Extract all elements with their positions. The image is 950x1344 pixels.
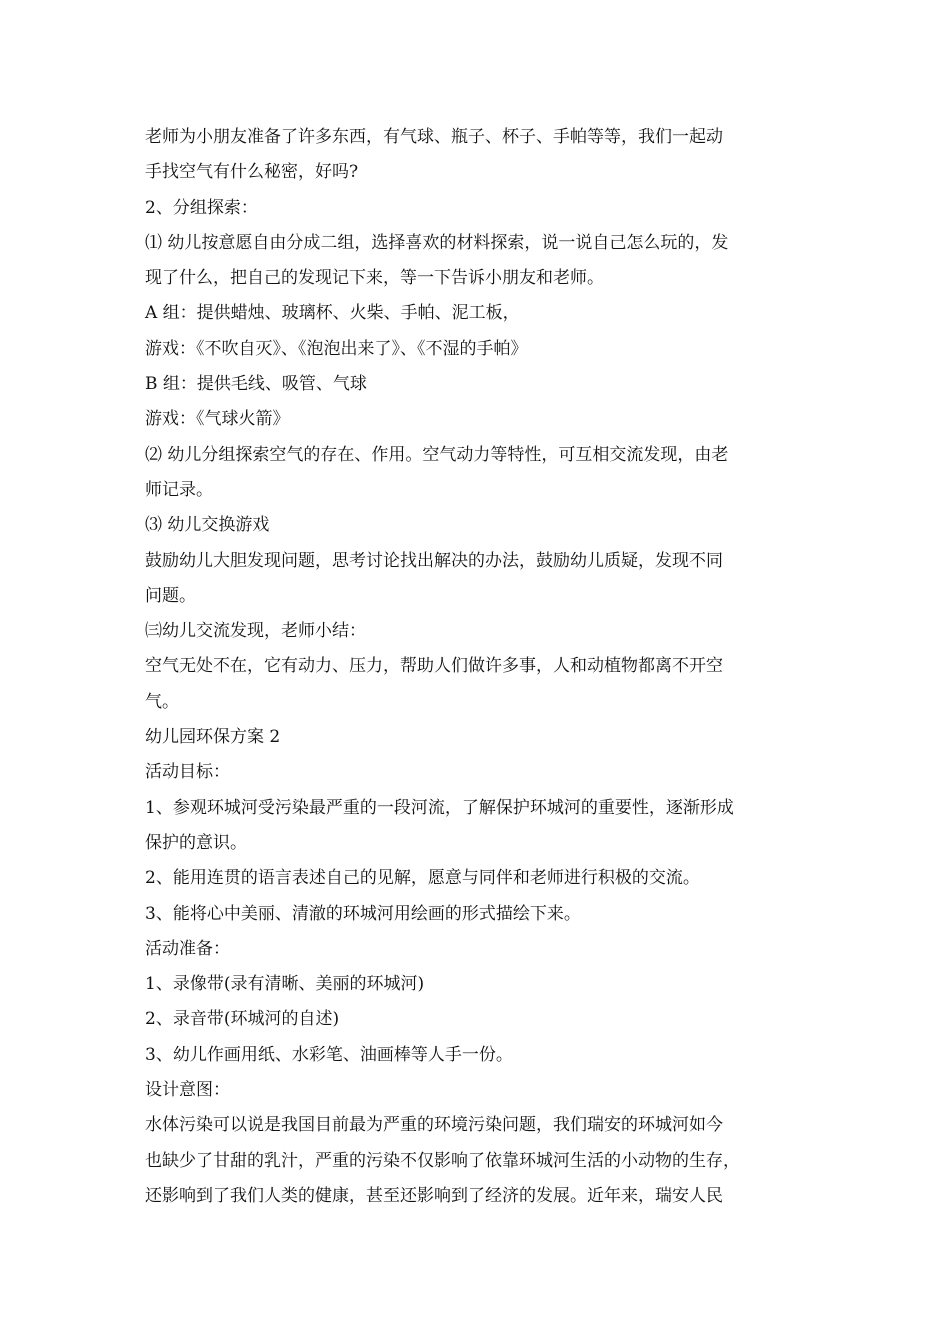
text-line: B 组：提供毛线、吸管、气球 xyxy=(145,374,367,395)
text-line: 师记录。 xyxy=(145,479,213,500)
section-heading: 设计意图： xyxy=(145,1080,230,1101)
text-line: 游戏：《不吹自灭》、《泡泡出来了》、《不湿的手帕》 xyxy=(145,338,528,359)
text-line: 3、能将心中美丽、清澈的环城河用绘画的形式描绘下来。 xyxy=(145,903,581,924)
text-line: 也缺少了甘甜的乳汁，严重的污染不仅影响了依靠环城河生活的小动物的生存， xyxy=(145,1150,740,1171)
text-line: 空气无处不在，它有动力、压力，帮助人们做许多事，人和动植物都离不开空 xyxy=(145,656,723,677)
text-line: ⑶ 幼儿交换游戏 xyxy=(145,515,270,536)
text-line: ⑵ 幼儿分组探索空气的存在、作用。空气动力等特性，可互相交流发现，由老 xyxy=(145,444,729,465)
text-line: 2、能用连贯的语言表述自己的见解，愿意与同伴和老师进行积极的交流。 xyxy=(145,868,700,889)
document-title: 幼儿园环保方案 2 xyxy=(145,727,281,748)
text-line: 1、参观环城河受污染最严重的一段河流，了解保护环城河的重要性，逐渐形成 xyxy=(145,797,734,818)
text-line: ⑴ 幼儿按意愿自由分成二组，选择喜欢的材料探索，说一说自己怎么玩的，发 xyxy=(145,232,729,253)
text-line: 手找空气有什么秘密，好吗? xyxy=(145,162,359,183)
document-body xyxy=(145,120,825,1214)
text-line: ㈢幼儿交流发现，老师小结： xyxy=(145,621,366,642)
text-line: 水体污染可以说是我国目前最为严重的环境污染问题，我们瑞安的环城河如今 xyxy=(145,1115,723,1136)
section-heading: 活动目标： xyxy=(145,762,230,783)
text-line: 1、录像带(录有清晰、美丽的环城河) xyxy=(145,974,425,995)
text-line: 3、幼儿作画用纸、水彩笔、油画棒等人手一份。 xyxy=(145,1044,513,1065)
section-heading: 2、分组探索： xyxy=(145,197,258,218)
text-line: 老师为小朋友准备了许多东西，有气球、瓶子、杯子、手帕等等，我们一起动 xyxy=(145,127,723,147)
text-line: A 组：提供蜡烛、玻璃杯、火柴、手帕、泥工板， xyxy=(145,303,520,324)
section-heading: 活动准备： xyxy=(145,938,230,959)
text-line: 还影响到了我们人类的健康，甚至还影响到了经济的发展。近年来，瑞安人民 xyxy=(145,1185,723,1206)
text-line: 问题。 xyxy=(145,585,196,606)
text-line: 保护的意识。 xyxy=(145,832,247,853)
text-line: 现了什么，把自己的发现记下来，等一下告诉小朋友和老师。 xyxy=(145,268,604,289)
text-line: 2、录音带(环城河的自述) xyxy=(145,1009,340,1030)
text-line: 鼓励幼儿大胆发现问题，思考讨论找出解决的办法，鼓励幼儿质疑，发现不同 xyxy=(145,550,723,571)
text-line: 气。 xyxy=(145,691,179,712)
text-line: 游戏：《气球火箭》 xyxy=(145,409,290,430)
